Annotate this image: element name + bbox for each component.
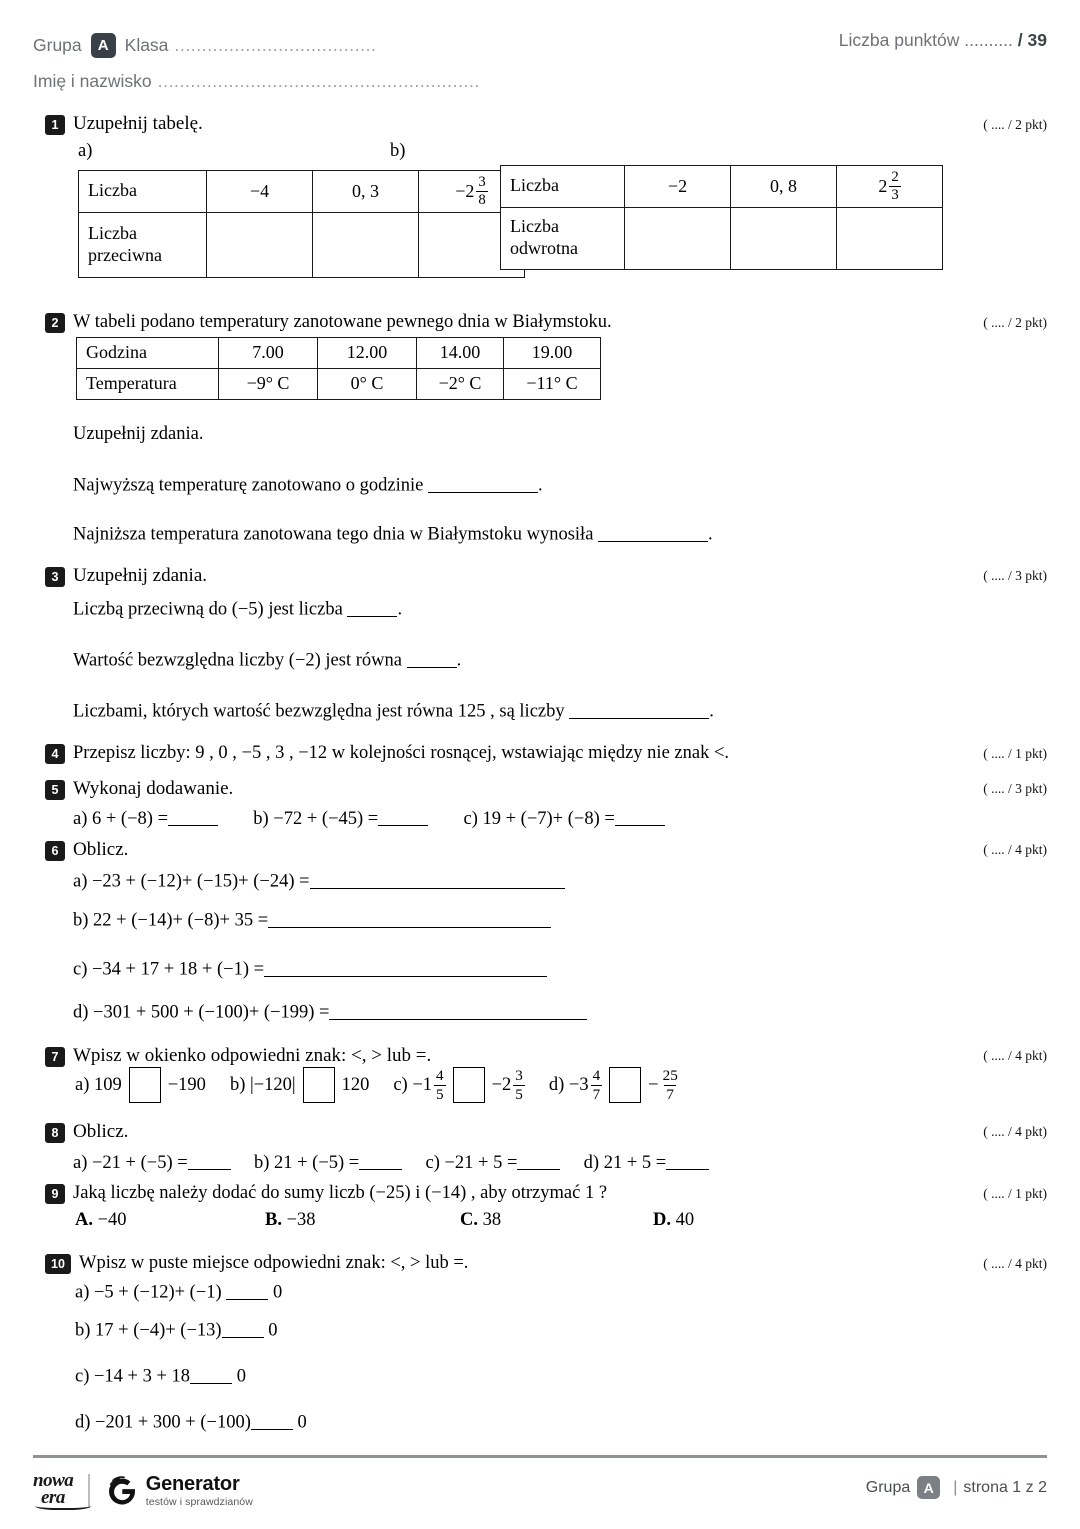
task-6-blank-b[interactable] [268, 908, 551, 928]
task-10-points: ( .... / 4 pkt) [983, 1256, 1047, 1271]
mixed-number: − $\frac{25}{7}$ [648, 1067, 678, 1103]
task-1-points: ( .... / 2 pkt) [983, 117, 1047, 132]
task-8-item-c: c) −21 + 5 = [425, 1153, 560, 1173]
task-10-number: 10 [45, 1254, 71, 1274]
footer-page-label: strona 1 z 2 [963, 1478, 1047, 1496]
table-row [79, 171, 525, 213]
task-7-item-a: a) 109 −190 [75, 1067, 206, 1103]
task-2-sentence-2: Najniższa temperatura zanotowana tego dnia w Białymstoku wynosiła . [73, 522, 713, 546]
name-input-line[interactable]: ........................................................... [157, 70, 480, 91]
task-10-item-a: a) −5 + (−12)+ (−1) 0 [75, 1280, 282, 1304]
task-3-title [45, 565, 207, 587]
fraction: $\frac{25}{7}$ [662, 1067, 678, 1103]
answer-value: −40 [97, 1210, 127, 1230]
hour-cell-4: 19.00 [504, 338, 601, 369]
task-4-number: 4 [45, 744, 65, 764]
fraction-numerator: 3 [478, 174, 486, 190]
points-summary [839, 30, 1047, 51]
task-1-table-b [500, 165, 943, 270]
task-2-temperature-table [76, 337, 601, 400]
mixed-whole: −2 [455, 181, 475, 202]
temp-cell-2: 0° C [318, 368, 417, 399]
task-6-blank-a[interactable] [310, 869, 565, 889]
task-6-blank-c[interactable] [264, 957, 547, 977]
task-8-blank-b[interactable] [359, 1150, 402, 1170]
temp-cell-3: −2° C [417, 368, 504, 399]
task-3-sentence-1: Liczbą przeciwną do (−5) jest liczba . [73, 597, 402, 621]
hour-cell-1: 7.00 [219, 338, 318, 369]
fraction: $\frac{4}{5}$ [436, 1067, 444, 1103]
answer-value: 40 [675, 1210, 695, 1230]
table-a-cell-value-1: −4 [207, 171, 313, 213]
generator-subtitle: testów i sprawdzianów [145, 1496, 253, 1509]
task-10-item-b: b) 17 + (−4)+ (−13) 0 [75, 1318, 277, 1342]
task-8-points: ( .... / 4 pkt) [983, 1124, 1047, 1139]
task-1-sub-b-label: b) [390, 141, 406, 161]
task-3-blank-1[interactable] [347, 597, 397, 617]
task-10-title [45, 1253, 468, 1274]
table-b-row1-label: Liczba [501, 166, 625, 208]
answer-letter: A. [75, 1210, 93, 1230]
nowa-era-line2: era [41, 1487, 65, 1508]
task-3-sentence-3: Liczbami, których wartość bezwzględna jest równa 125 , są liczby . [73, 699, 714, 723]
table-row [501, 166, 943, 208]
task-2-number: 2 [45, 313, 65, 333]
task-9-answer-d[interactable] [653, 1210, 694, 1231]
nowa-era-logo [33, 1469, 74, 1511]
header-row-name [33, 66, 1047, 96]
task-8-blank-a[interactable] [188, 1150, 231, 1170]
task-6-points: ( .... / 4 pkt) [983, 842, 1047, 857]
footer-divider [33, 1455, 1047, 1458]
table-a-row1-label: Liczba [79, 171, 207, 213]
generator-title: Generator [145, 1473, 240, 1496]
task-1-title [45, 113, 203, 135]
mixed-whole: 2 [878, 176, 888, 197]
task-8-blank-d[interactable] [666, 1150, 709, 1170]
table-a-row2-label: Liczba przeciwna [79, 212, 207, 277]
grupa-label: Grupa [33, 34, 82, 55]
task-2-title [45, 312, 612, 333]
task-4-points: ( .... / 1 pkt) [983, 746, 1047, 761]
task-6-blank-d[interactable] [329, 1000, 587, 1020]
mixed-number [455, 175, 488, 208]
task-2-blank-1[interactable] [428, 473, 538, 493]
table-row [79, 212, 525, 277]
table-b-answer-cell-2[interactable] [731, 207, 837, 269]
task-3-number: 3 [45, 567, 65, 587]
task-2-points: ( .... / 2 pkt) [983, 315, 1047, 330]
footer-grupa-badge: A [917, 1476, 940, 1499]
task-5-blank-c[interactable] [615, 806, 665, 826]
hour-cell-3: 14.00 [417, 338, 504, 369]
generator-g-icon [105, 1474, 139, 1508]
task-6-item-d: d) −301 + 500 + (−100)+ (−199) = [73, 1000, 587, 1024]
task-9-text: Jaką liczbę należy dodać do sumy liczb (−25) i (−14) , aby otrzymać 1 ? [73, 1183, 608, 1203]
fraction [889, 170, 900, 203]
task-1-text: Uzupełnij tabelę. [73, 113, 203, 134]
task-2-text: W tabeli podano temperatury zanotowane pewnego dnia w Białymstoku. [73, 312, 612, 332]
footer-page-info [866, 1476, 1047, 1499]
klasa-label: Klasa [124, 34, 169, 55]
task-4-text: Przepisz liczby: 9 , 0 , −5 , 3 , −12 w kolejności rosnącej, wstawiając między nie znak <. [73, 743, 730, 763]
task-1-table-a [78, 170, 525, 278]
task-5-points: ( .... / 3 pkt) [983, 781, 1047, 796]
table-a-answer-cell-1[interactable] [207, 212, 313, 277]
hour-row-label: Godzina [77, 338, 219, 369]
fraction [476, 175, 487, 208]
answer-letter: B. [265, 1210, 282, 1230]
task-1-number: 1 [45, 115, 65, 135]
answer-letter: C. [460, 1210, 478, 1230]
temp-row-label: Temperatura [77, 368, 219, 399]
temp-cell-4: −11° C [504, 368, 601, 399]
task-8-blank-c[interactable] [517, 1150, 560, 1170]
task-9-points: ( .... / 1 pkt) [983, 1186, 1047, 1201]
task-10-blank-d[interactable] [251, 1410, 293, 1430]
task-8-item-b: b) 21 + (−5) = [254, 1153, 402, 1173]
footer-separator: | [953, 1478, 958, 1496]
task-7-answer-box-b[interactable] [303, 1067, 335, 1103]
fraction: $\frac{3}{5}$ [515, 1067, 523, 1103]
table-row [77, 338, 601, 369]
task-7-answer-box-c[interactable] [453, 1067, 485, 1103]
task-7-answer-box-d[interactable] [609, 1067, 641, 1103]
task-9-title [45, 1183, 607, 1204]
hour-cell-2: 12.00 [318, 338, 417, 369]
task-5-title [45, 778, 233, 800]
table-b-cell-value-2: 0, 8 [731, 166, 837, 208]
table-b-row2-label: Liczba odwrotna [501, 207, 625, 269]
table-row [77, 368, 601, 399]
task-5-item-a: a) 6 + (−8) = [73, 809, 218, 829]
task-10-blank-b[interactable] [222, 1318, 264, 1338]
mixed-number [878, 170, 900, 203]
task-5-item-b: b) −72 + (−45) = [253, 809, 428, 829]
task-7-number: 7 [45, 1047, 65, 1067]
name-label: Imię i nazwisko [33, 70, 152, 91]
task-7-points: ( .... / 4 pkt) [983, 1048, 1047, 1063]
task-7-title [45, 1045, 431, 1067]
page-header [33, 30, 1047, 100]
answer-value: −38 [286, 1210, 316, 1230]
task-7-answer-box-a[interactable] [129, 1067, 161, 1103]
fraction-denominator: 8 [478, 191, 486, 208]
task-8-number: 8 [45, 1123, 65, 1143]
task-5-items [73, 806, 665, 830]
task-8-item-a: a) −21 + (−5) = [73, 1153, 231, 1173]
table-a-answer-cell-2[interactable] [313, 212, 419, 277]
task-7-item-d: d) −3 $\frac{4}{7}$ − $\frac{25}{7}$ [548, 1067, 678, 1103]
task-9-number: 9 [45, 1184, 65, 1204]
page-footer [33, 1468, 1047, 1518]
table-b-cell-value-3 [837, 166, 943, 208]
task-10-item-d: d) −201 + 300 + (−100) 0 [75, 1410, 307, 1434]
task-6-title [45, 839, 128, 861]
mixed-number: −2 $\frac{3}{5}$ [491, 1067, 523, 1103]
points-label: Liczba punktów .......... [838, 30, 1013, 50]
task-9-answer-a[interactable] [75, 1210, 127, 1231]
task-1-sub-a-label: a) [78, 141, 93, 161]
task-10-blank-c[interactable] [190, 1364, 232, 1384]
task-5-item-c: c) 19 + (−7)+ (−8) = [463, 809, 664, 829]
task-3-text: Uzupełnij zdania. [73, 565, 208, 586]
task-8-item-d: d) 21 + 5 = [584, 1153, 710, 1173]
footer-grupa-label: Grupa [865, 1478, 911, 1496]
table-b-answer-cell-3[interactable] [837, 207, 943, 269]
task-3-sentence-2: Wartość bezwzględna liczby (−2) jest równa . [73, 648, 461, 672]
task-7-item-b: b) |−120| 120 [230, 1067, 369, 1103]
task-10-text: Wpisz w puste miejsce odpowiedni znak: <, > lub =. [79, 1253, 469, 1273]
task-3-points: ( .... / 3 pkt) [983, 568, 1047, 583]
table-a-cell-value-2: 0, 3 [313, 171, 419, 213]
task-6-item-c: c) −34 + 17 + 18 + (−1) = [73, 957, 547, 981]
task-4-title [45, 743, 729, 764]
task-9-answer-c[interactable] [460, 1210, 501, 1231]
task-6-number: 6 [45, 841, 65, 861]
task-6-item-b: b) 22 + (−14)+ (−8)+ 35 = [73, 908, 551, 932]
mixed-number: −3 $\frac{4}{7}$ [568, 1067, 601, 1103]
answer-letter: D. [653, 1210, 671, 1230]
task-7-items [75, 1067, 680, 1103]
grupa-badge: A [91, 33, 116, 58]
table-row [501, 207, 943, 269]
task-2-instruction: Uzupełnij zdania. [73, 424, 204, 444]
task-5-blank-a[interactable] [168, 806, 218, 826]
generator-wordmark [146, 1474, 253, 1508]
task-7-item-c: c) −1 $\frac{4}{5}$ −2 $\frac{3}{5}$ [393, 1067, 523, 1103]
table-b-answer-cell-1[interactable] [625, 207, 731, 269]
temp-cell-1: −9° C [219, 368, 318, 399]
task-10-blank-a[interactable] [226, 1280, 268, 1300]
fraction-numerator: 2 [891, 169, 899, 185]
task-7-text: Wpisz w okienko odpowiedni znak: <, > lub =. [73, 1045, 432, 1066]
table-b-cell-value-1: −2 [625, 166, 731, 208]
task-9-answer-b[interactable] [265, 1210, 316, 1231]
task-5-number: 5 [45, 780, 65, 800]
task-3-blank-3[interactable] [569, 699, 709, 719]
task-8-text: Oblicz. [73, 1121, 129, 1142]
task-8-items [73, 1150, 709, 1174]
fraction-denominator: 3 [891, 186, 899, 203]
task-10-item-c: c) −14 + 3 + 18 0 [75, 1364, 246, 1388]
answer-value: 38 [482, 1210, 502, 1230]
task-5-text: Wykonaj dodawanie. [73, 778, 234, 799]
task-2-sentence-1: Najwyższą temperaturę zanotowano o godzinie . [73, 473, 543, 497]
task-8-title [45, 1121, 128, 1143]
klasa-input-line[interactable]: ..................................... [174, 34, 377, 55]
task-5-blank-b[interactable] [378, 806, 428, 826]
points-total: / 39 [1017, 30, 1047, 50]
task-6-item-a: a) −23 + (−12)+ (−15)+ (−24) = [73, 869, 565, 893]
nowa-era-line1: nowa [33, 1469, 74, 1491]
task-3-blank-2[interactable] [407, 648, 457, 668]
task-2-blank-2[interactable] [598, 522, 708, 542]
fraction: $\frac{4}{7}$ [592, 1067, 601, 1103]
mixed-number: −1 $\frac{4}{5}$ [412, 1067, 444, 1103]
task-6-text: Oblicz. [73, 839, 129, 860]
